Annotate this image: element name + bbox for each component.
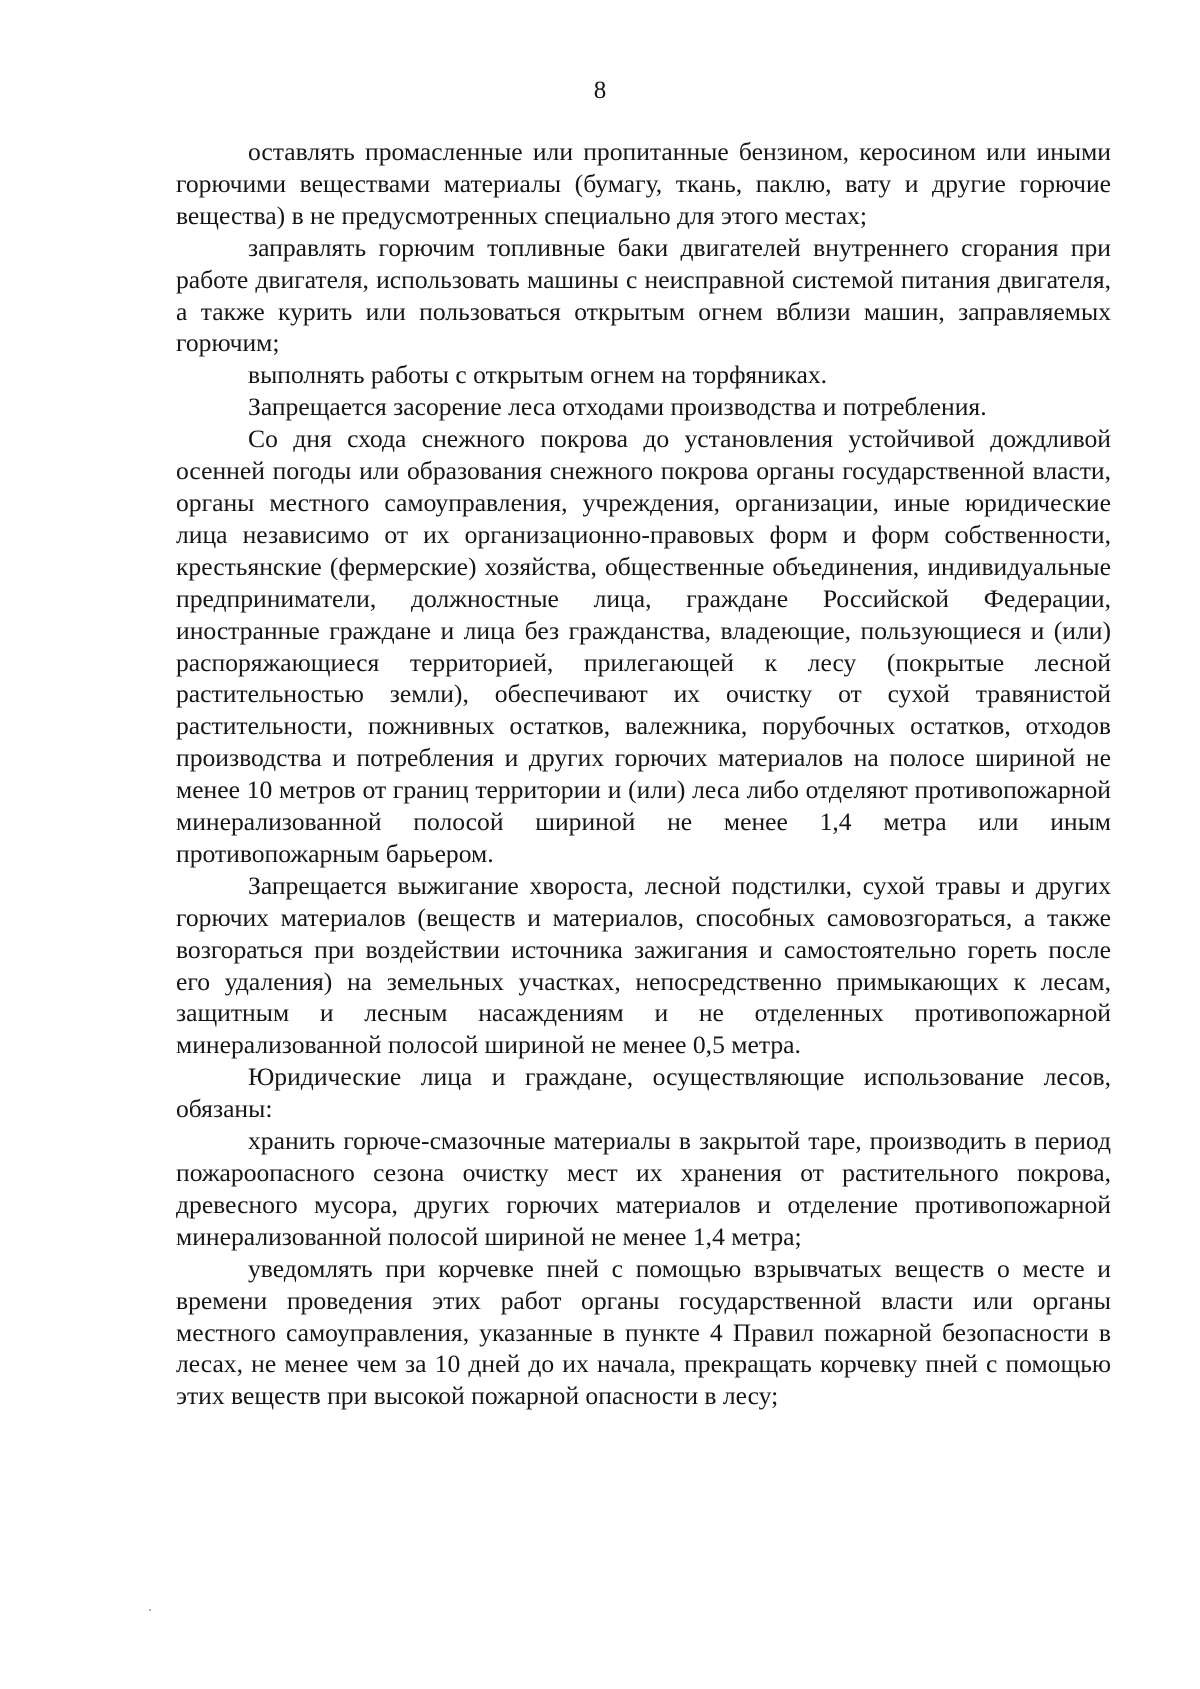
paragraph-territory-cleaning: Со дня схода снежного покрова до установления устойчивой дождливой осенней погоды или образования снежного покрова органы государственной власти, органы местного самоуправления, учреждения, организации, иные юридические лица независимо от их организационно-правовых форм и форм собственности, крестьянские (фермерские) хозяйства, общественные объединения, индивидуальные предприниматели, должностные лица, граждане Российской Федерации, иностранные граждане и лица без гражданства, владеющие, пользующиеся и (или) распоряжающиеся территорией, прилегающей к лесу (покрытые лесной растительностью земли), обеспечивают их очистку от сухой травянистой растительности, пожнивных остатков, валежника, порубочных остатков, отходов производства и потребления и других горючих материалов на полосе шириной не менее 10 метров от границ территории и (или) леса либо отделяют противопожарной минерализованной полосой шириной не менее 1,4 метра или иным противопожарным барьером. — [176, 424, 1111, 868]
document-body — [176, 136, 1111, 1412]
paragraph-forest-users-obligations: Юридические лица и граждане, осуществляющие использование лесов, обязаны: — [176, 1062, 1111, 1124]
paragraph-fuel-storage: хранить горюче-смазочные материалы в закрытой таре, производить в период пожароопасного сезона очистку мест их хранения от растительного покрова, древесного мусора, других горючих материалов и отделение противопожарной минерализованной полосой шириной не менее 1,4 метра; — [176, 1126, 1111, 1251]
page-number: 8 — [593, 77, 607, 104]
scan-speck — [149, 1609, 151, 1611]
paragraph-burning-ban: Запрещается выжигание хвороста, лесной подстилки, сухой травы и других горючих материалов (веществ и материалов, способных самовозгораться, а также возгораться при воздействии источника зажигания и самостоятельно гореть после его удаления) на земельных участках, непосредственно примыкающих к лесам, защитным и лесным насаждениям и не отделенных противопожарной минерализованной полосой шириной не менее 0,5 метра. — [176, 870, 1111, 1060]
paragraph-forest-littering: Запрещается засорение леса отходами производства и потребления. — [248, 392, 987, 422]
paragraph-refueling: заправлять горючим топливные баки двигателей внутреннего сгорания при работе двигателя, использовать машины с неисправной системой питания двигателя, а также курить или пользоваться открытым огнем вблизи машин, заправляемых горючим; — [176, 232, 1111, 358]
paragraph-oily-materials: оставлять промасленные или пропитанные бензином, керосином или иными горючими веществами материалы (бумагу, ткань, паклю, вату и другие горючие вещества) в не предусмотренных специально для этого местах; — [176, 137, 1111, 230]
paragraph-stump-removal: уведомлять при корчевке пней с помощью взрывчатых веществ о месте и времени проведения этих работ органы государственной власти или органы местного самоуправления, указанные в пункте 4 Правил пожарной безопасности в лесах, не менее чем за 10 дней до их начала, прекращать корчевку пней с помощью этих веществ при высокой пожарной опасности в лесу; — [176, 1253, 1111, 1411]
paragraph-peat-works: выполнять работы с открытым огнем на торфяниках. — [248, 360, 828, 390]
